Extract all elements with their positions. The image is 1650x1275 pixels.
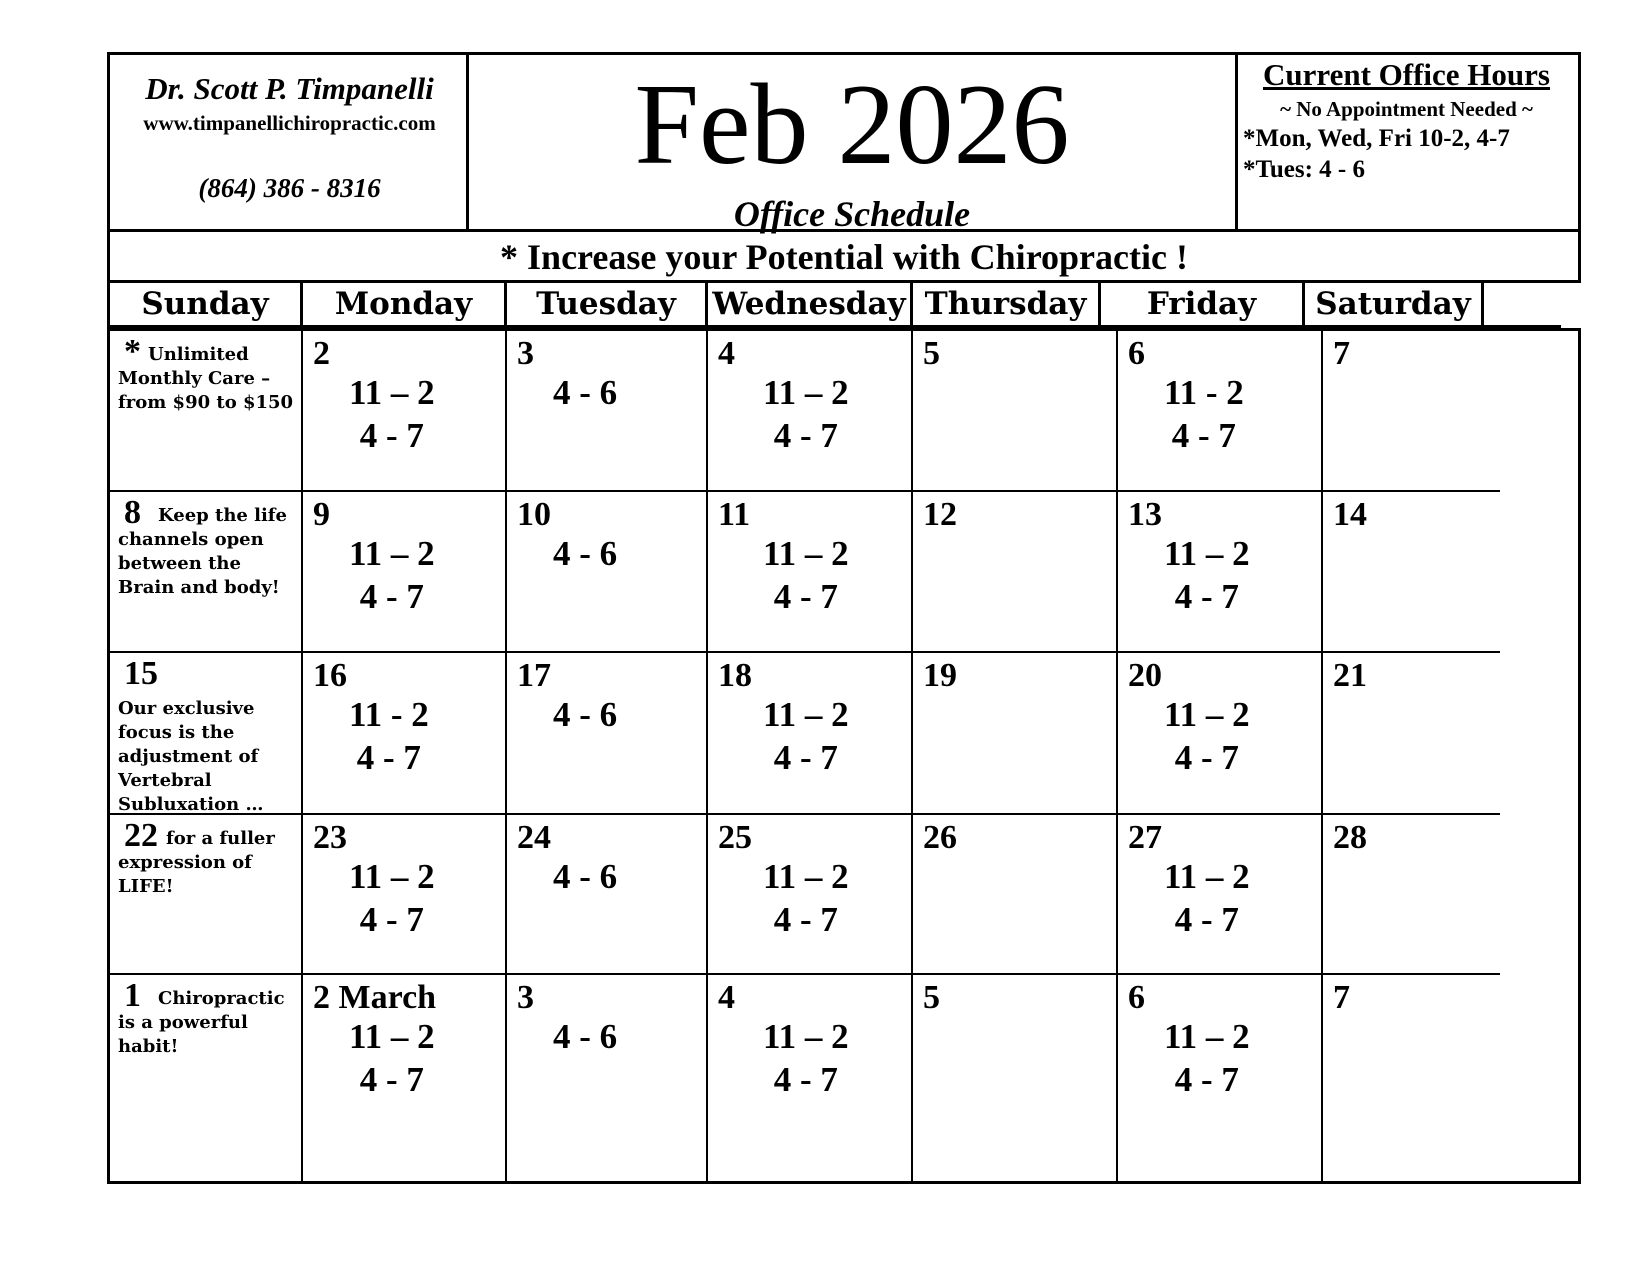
office-hours-line: *Tues: 4 - 6 xyxy=(1243,156,1366,183)
office-hours-box xyxy=(1235,52,1581,232)
schedule-label: Office Schedule xyxy=(733,194,971,234)
calendar-day-cell xyxy=(913,815,1118,975)
calendar-day-cell xyxy=(507,815,708,975)
weekday-header-monday: Monday xyxy=(303,280,507,325)
weekday-header-tuesday: Tuesday xyxy=(507,280,708,325)
office-hours-slots: 4 - 6 xyxy=(553,695,618,734)
promo-note: for a fuller expression of LIFE! xyxy=(118,828,275,897)
office-hours-slots: 11 – 2 4 - 7 xyxy=(349,373,435,455)
office-hours-slots: 11 – 2 4 - 7 xyxy=(349,534,435,616)
day-number: 4 xyxy=(718,979,735,1016)
calendar-day-cell xyxy=(110,492,303,653)
calendar-day-cell xyxy=(913,975,1118,1181)
day-number: 16 xyxy=(313,657,347,694)
day-number: 6 xyxy=(1128,335,1145,372)
office-hours-subtitle: ~ No Appointment Needed ~ xyxy=(1280,97,1533,121)
office-hours-slots: 11 - 2 4 - 7 xyxy=(349,695,429,777)
calendar-day-cell xyxy=(303,492,507,653)
website-link[interactable]: www.timpanellichiropractic.com xyxy=(143,111,436,135)
day-number: 11 xyxy=(718,496,751,533)
weekday-header-wednesday: Wednesday xyxy=(708,280,913,325)
day-number: 24 xyxy=(517,819,551,856)
calendar-day-cell xyxy=(1118,331,1323,492)
calendar-day-cell xyxy=(913,492,1118,653)
promo-note: Our exclusive focus is the adjustment of Vertebral Subluxation … xyxy=(118,698,264,815)
day-number: 25 xyxy=(718,819,752,856)
day-number: 10 xyxy=(517,496,551,533)
calendar-day-cell xyxy=(303,815,507,975)
day-number: 5 xyxy=(923,335,940,372)
promo-note: Chiropractic is a powerful habit! xyxy=(118,988,285,1057)
calendar-day-cell xyxy=(913,653,1118,815)
office-hours-line: *Mon, Wed, Fri 10-2, 4-7 xyxy=(1243,125,1510,152)
calendar-day-cell xyxy=(913,331,1118,492)
calendar-day-cell xyxy=(1323,653,1500,815)
weekday-header-thursday: Thursday xyxy=(913,280,1101,325)
day-number: 7 xyxy=(1333,335,1350,372)
phone-number: (864) 386 - 8316 xyxy=(198,173,381,203)
day-number: 19 xyxy=(923,657,957,694)
weekday-header-sunday: Sunday xyxy=(110,280,303,325)
day-number: 26 xyxy=(923,819,957,856)
day-number: 4 xyxy=(718,335,735,372)
calendar-day-cell xyxy=(110,653,303,815)
calendar-day-cell xyxy=(303,975,507,1181)
calendar-day-cell xyxy=(507,331,708,492)
day-number: 27 xyxy=(1128,819,1162,856)
day-number: 6 xyxy=(1128,979,1145,1016)
day-number: 15 xyxy=(124,655,158,692)
office-hours-slots: 4 - 6 xyxy=(553,534,618,573)
day-number: 7 xyxy=(1333,979,1350,1016)
office-hours-slots: 11 – 2 4 - 7 xyxy=(763,373,849,455)
calendar-day-cell xyxy=(507,492,708,653)
calendar-day-cell xyxy=(303,653,507,815)
day-number: 12 xyxy=(923,496,957,533)
slogan-banner: * Increase your Potential with Chiropractic ! xyxy=(107,229,1581,283)
calendar-day-cell xyxy=(708,653,913,815)
calendar-day-cell xyxy=(1118,492,1323,653)
office-hours-slots: 11 – 2 4 - 7 xyxy=(763,695,849,777)
office-hours-slots: 11 – 2 4 - 7 xyxy=(349,1017,435,1099)
promo-note: Keep the life channels open between the Brain and body! xyxy=(118,505,287,598)
calendar-day-cell xyxy=(303,331,507,492)
office-hours-slots: 4 - 6 xyxy=(553,373,618,412)
calendar-day-cell xyxy=(507,975,708,1181)
calendar-day-cell xyxy=(1323,815,1500,975)
day-number: 22 xyxy=(124,817,158,854)
calendar-day-cell xyxy=(1323,975,1500,1181)
calendar-day-cell xyxy=(1118,653,1323,815)
day-number: 23 xyxy=(313,819,347,856)
office-hours-slots: 11 – 2 4 - 7 xyxy=(1164,534,1250,616)
day-number: 5 xyxy=(923,979,940,1016)
month-title: Feb 2026 xyxy=(634,61,1070,189)
office-hours-slots: 11 – 2 4 - 7 xyxy=(349,857,435,939)
day-number: 2 xyxy=(313,335,330,372)
calendar-day-cell xyxy=(110,815,303,975)
day-number: 17 xyxy=(517,657,551,694)
calendar-day-cell xyxy=(507,653,708,815)
calendar-grid xyxy=(107,328,1581,1184)
calendar-day-cell xyxy=(110,975,303,1181)
office-hours-slots: 11 - 2 4 - 7 xyxy=(1164,373,1244,455)
calendar-day-cell xyxy=(1118,815,1323,975)
office-hours-slots: 11 – 2 4 - 7 xyxy=(763,857,849,939)
day-number: 13 xyxy=(1128,496,1162,533)
calendar-day-cell xyxy=(1118,975,1323,1181)
day-number: 8 xyxy=(124,494,141,531)
office-hours-slots: 11 – 2 4 - 7 xyxy=(763,534,849,616)
weekday-header-friday: Friday xyxy=(1101,280,1305,325)
office-hours-slots: 11 – 2 4 - 7 xyxy=(1164,857,1250,939)
day-number: 21 xyxy=(1333,657,1367,694)
calendar-day-cell xyxy=(708,815,913,975)
office-hours-slots: 4 - 6 xyxy=(553,857,618,896)
calendar-day-cell xyxy=(1323,331,1500,492)
office-hours-slots: 11 – 2 4 - 7 xyxy=(1164,695,1250,777)
calendar-day-cell xyxy=(708,492,913,653)
office-hours-slots: 4 - 6 xyxy=(553,1017,618,1056)
day-number: * xyxy=(124,333,141,370)
day-number: 2 March xyxy=(313,979,437,1016)
day-number: 18 xyxy=(718,657,752,694)
calendar-day-cell xyxy=(1323,492,1500,653)
office-hours-title: Current Office Hours xyxy=(1263,57,1550,92)
day-number: 28 xyxy=(1333,819,1367,856)
month-title-box xyxy=(466,52,1238,232)
calendar-day-cell xyxy=(708,331,913,492)
day-number: 3 xyxy=(517,335,534,372)
doctor-info-box xyxy=(107,52,469,232)
doctor-name: Dr. Scott P. Timpanelli xyxy=(145,71,434,106)
weekday-header-row xyxy=(107,280,1561,328)
day-number: 20 xyxy=(1128,657,1162,694)
office-hours-slots: 11 – 2 4 - 7 xyxy=(763,1017,849,1099)
calendar-day-cell xyxy=(708,975,913,1181)
weekday-header-saturday: Saturday xyxy=(1305,280,1484,325)
promo-note: Unlimited Monthly Care – from $90 to $150 xyxy=(118,344,294,413)
day-number: 9 xyxy=(313,496,330,533)
day-number: 1 xyxy=(124,977,141,1014)
day-number: 14 xyxy=(1333,496,1367,533)
day-number: 3 xyxy=(517,979,534,1016)
calendar-day-cell xyxy=(110,331,303,492)
office-hours-slots: 11 – 2 4 - 7 xyxy=(1164,1017,1250,1099)
